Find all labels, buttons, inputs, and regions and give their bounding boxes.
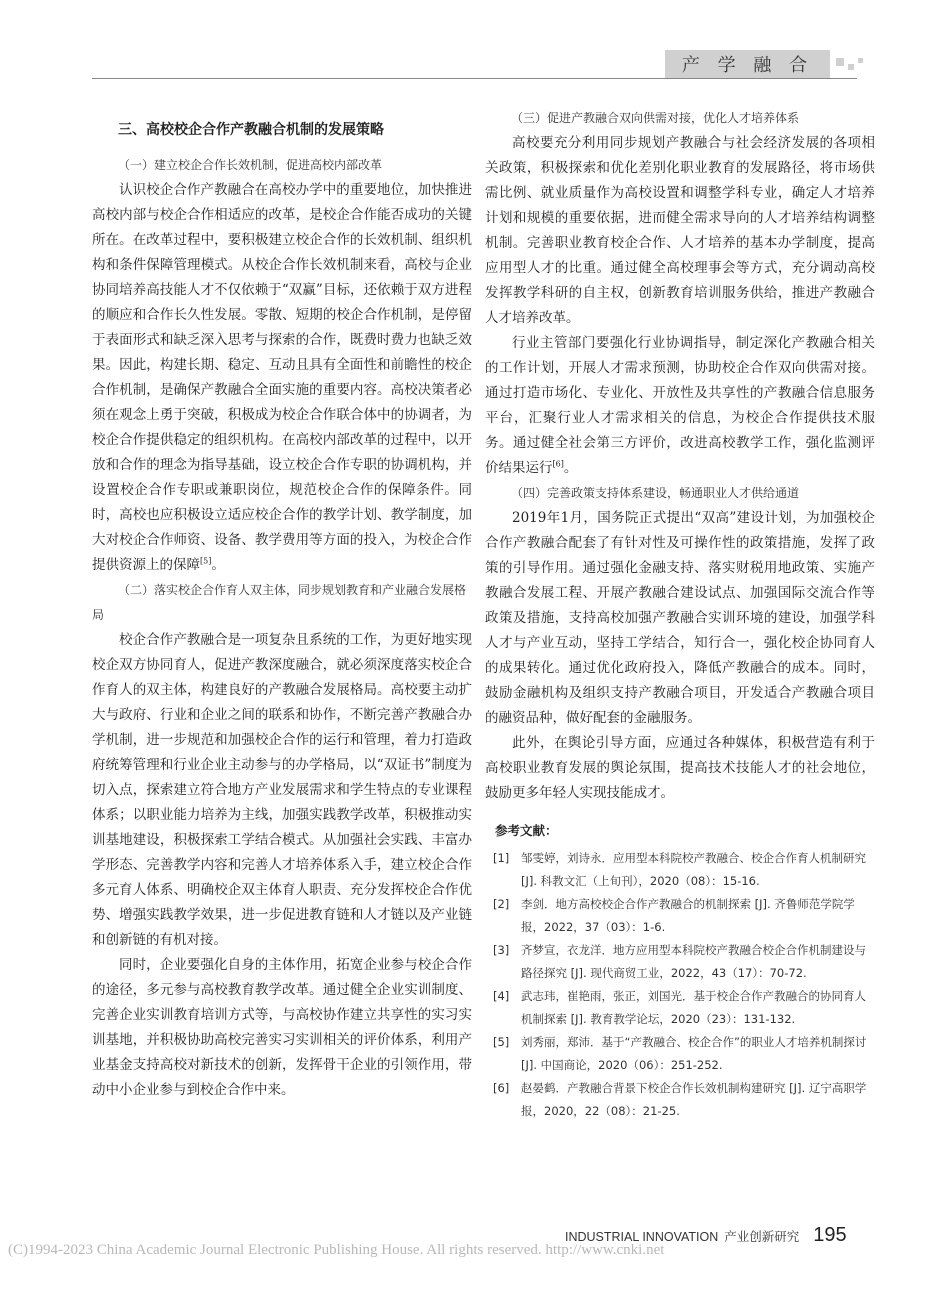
reference-item: [5] 刘秀丽，郑沛．基于“产教融合、校企合作”的职业人才培养机制探讨 [J]. 中国商论，2020（06）：251-252. [493, 1035, 867, 1072]
page-number: 195 [813, 1224, 847, 1246]
paragraph: 校企合作产教融合是一项复杂且系统的工作，为更好地实现校企双方协同育人，促进产教深度融合，就必须深度落实校企合作育人的双主体，构建良好的产教融合发展格局。高校要主动扩大与政府、行业和企业之间的联系和协作，不断完善产教融合办学机制，进一步规范和加强校企合作的运行和管理，着力打造政府统筹管理和行业企业主动参与的办学格局，以“双证书”制度为切入点，探索建立符合地方产业发展需求和学生特点的专业课程体系；以职业能力培养为主线，加强实践教学改革，积极推动实训基地建设，积极探索工学结合模式。从加强社会实践、丰富办学形态、完善教学内容和完善人才培养体系入手，建立校企合作多元育人体系、明确校企双主体育人职责、充分发挥校企合作优势、增强实践教学效果，进一步促进教育链和人才链以及产业链和创新链的有机对接。 [92, 632, 472, 948]
header-rule [92, 78, 857, 79]
citation: [6] [552, 459, 564, 469]
header-decoration [848, 64, 854, 70]
paragraph: 认识校企合作产教融合在高校办学中的重要地位，加快推进高校内部与校企合作相适应的改革，是校企合作能否成功的关键所在。在改革过程中，要积极建立校企合作的长效机制、组织机构和条件保障管理模式。从校企合作长效机制来看，高校与企业协同培养高技能人才不仅依赖于“双赢”目标，还依赖于双方进程的顺应和合作长久性发展。零散、短期的校企合作机制，是停留于表面形式和缺乏深入思考与探索的合作，既费时费力也缺乏效果。因此，构建长期、稳定、互动且具有全面性和前瞻性的校企合作机制，是确保产教融合全面实施的重要内容。高校决策者必须在观念上勇于突破，积极成为校企合作联合体中的协调者，为校企合作提供稳定的组织机构。在高校内部改革的过程中，以开放和合作的理念为指导基础，设立校企合作专职的协调机构，并设置校企合作专职或兼职岗位，规范校企合作的保障条件。同时，高校也应积极设立适应校企合作的教学计划、教学制度，加大对校企合作师资、设备、教学费用等方面的投入，为校企合作提供资源上的保障[5]。 [92, 182, 472, 573]
paragraph: 行业主管部门要强化行业协调指导，制定深化产教融合相关的工作计划，开展人才需求预测，协助校企合作双向供需对接。通过打造市场化、专业化、开放性及共享性的产教融合信息服务平台，汇聚行业人才需求相关的信息，为校企合作提供技术服务。通过健全社会第三方评价，改进高校教学工作，强化监测评价结果运行[6]。 [485, 335, 875, 476]
reference-item: [2] 李剑．地方高校校企合作产教融合的机制探索 [J]. 齐鲁师范学院学报，2022，37（03）：1-6. [493, 897, 855, 934]
citation: [5] [200, 556, 212, 566]
section-label: 产 学 融 合 [665, 50, 830, 78]
references-title: 参考文献： [495, 823, 558, 838]
reference-item: [4] 武志玮，崔艳雨，张正，刘国光．基于校企合作产教融合的协同育人机制探索 [J]. 教育教学论坛，2020（23）：131-132. [493, 989, 866, 1026]
references-list [485, 847, 875, 1123]
journal-name-cn: 产业创新研究 [724, 1230, 800, 1244]
subsection-heading-3: （三）促进产教融合双向供需对接，优化人才培养体系 [511, 111, 800, 125]
reference-item: [1] 邹雯婷，刘诗永．应用型本科院校产教融合、校企合作育人机制研究 [J]. 科教文汇（上旬刊），2020（08）：15-16. [493, 851, 866, 888]
header-decoration [858, 58, 863, 63]
header-decoration [836, 58, 844, 66]
paragraph: 同时，企业要强化自身的主体作用，拓宽企业参与校企合作的途径，多元参与高校教育教学改革。通过健全企业实训制度、完善企业实训教育培训方式等，与高校协作建立共享性的实习实训基地，并积极协助高校完善实习实训相关的评价体系，利用产业基金支持高校对新技术的创新，发挥骨干企业的引领作用，带动中小企业参与到校企合作中来。 [92, 957, 472, 1098]
paragraph: 高校要充分利用同步规划产教融合与社会经济发展的各项相关政策，积极探索和优化差别化职业教育的发展路径，将市场供需比例、就业质量作为高校设置和调整学科专业，确定人才培养计划和规模的重要依据，进而健全需求导向的人才培养结构调整机制。完善职业教育校企合作、人才培养的基本办学制度，提高应用型人才的比重。通过健全高校理事会等方式，充分调动高校发挥教学科研的自主权，创新教育培训服务供给，推进产教融合人才培养改革。 [485, 135, 875, 326]
paragraph: 2019年1月，国务院正式提出“双高”建设计划，为加强校企合作产教融合配套了有针对性及可操作性的政策措施，发挥了政策的引导作用。通过强化金融支持、落实财税用地政策、实施产教融合发展工程、开展产教融合建设试点、加强国际交流合作等政策及措施，支持高校加强产教融合实训环境的建设，加强学科人才与产业互动，坚持工学结合，知行合一，强化校企协同育人的成果转化。通过优化政府投入，降低产教融合的成本。同时，鼓励金融机构及组织支持产教融合项目，开发适合产教融合项目的融资品种，做好配套的金融服务。 [485, 510, 875, 726]
copyright-watermark: (C)1994-2023 China Academic Journal Electronic Publishing House. All rights reserved. http://www.cnki.net [8, 1242, 665, 1258]
paragraph: 此外，在舆论引导方面，应通过各种媒体，积极营造有利于高校职业教育发展的舆论氛围，提高技术技能人才的社会地位，鼓励更多年轻人实现技能成才。 [485, 735, 875, 801]
subsection-heading-4: （四）完善政策支持体系建设，畅通职业人才供给通道 [511, 486, 800, 500]
subsection-heading-2: （二）落实校企合作育人双主体，同步规划教育和产业融合发展格局 [92, 583, 467, 622]
subsection-heading-1: （一）建立校企合作长效机制，促进高校内部改革 [118, 158, 383, 172]
section-heading: 三、高校校企合作产教融合机制的发展策略 [118, 122, 384, 138]
reference-item: [3] 齐梦宣，衣龙洋．地方应用型本科院校产教融合校企合作机制建设与路径探究 [J]. 现代商贸工业，2022，43（17）：70-72. [493, 943, 866, 980]
right-column [485, 106, 875, 1123]
left-column [92, 118, 472, 1103]
reference-item: [6] 赵晏鹤．产教融合背景下校企合作长效机制构建研究 [J]. 辽宁高职学报，2020，22（08）：21-25. [493, 1081, 867, 1118]
journal-name-en: INDUSTRIAL INNOVATION [565, 1230, 719, 1244]
